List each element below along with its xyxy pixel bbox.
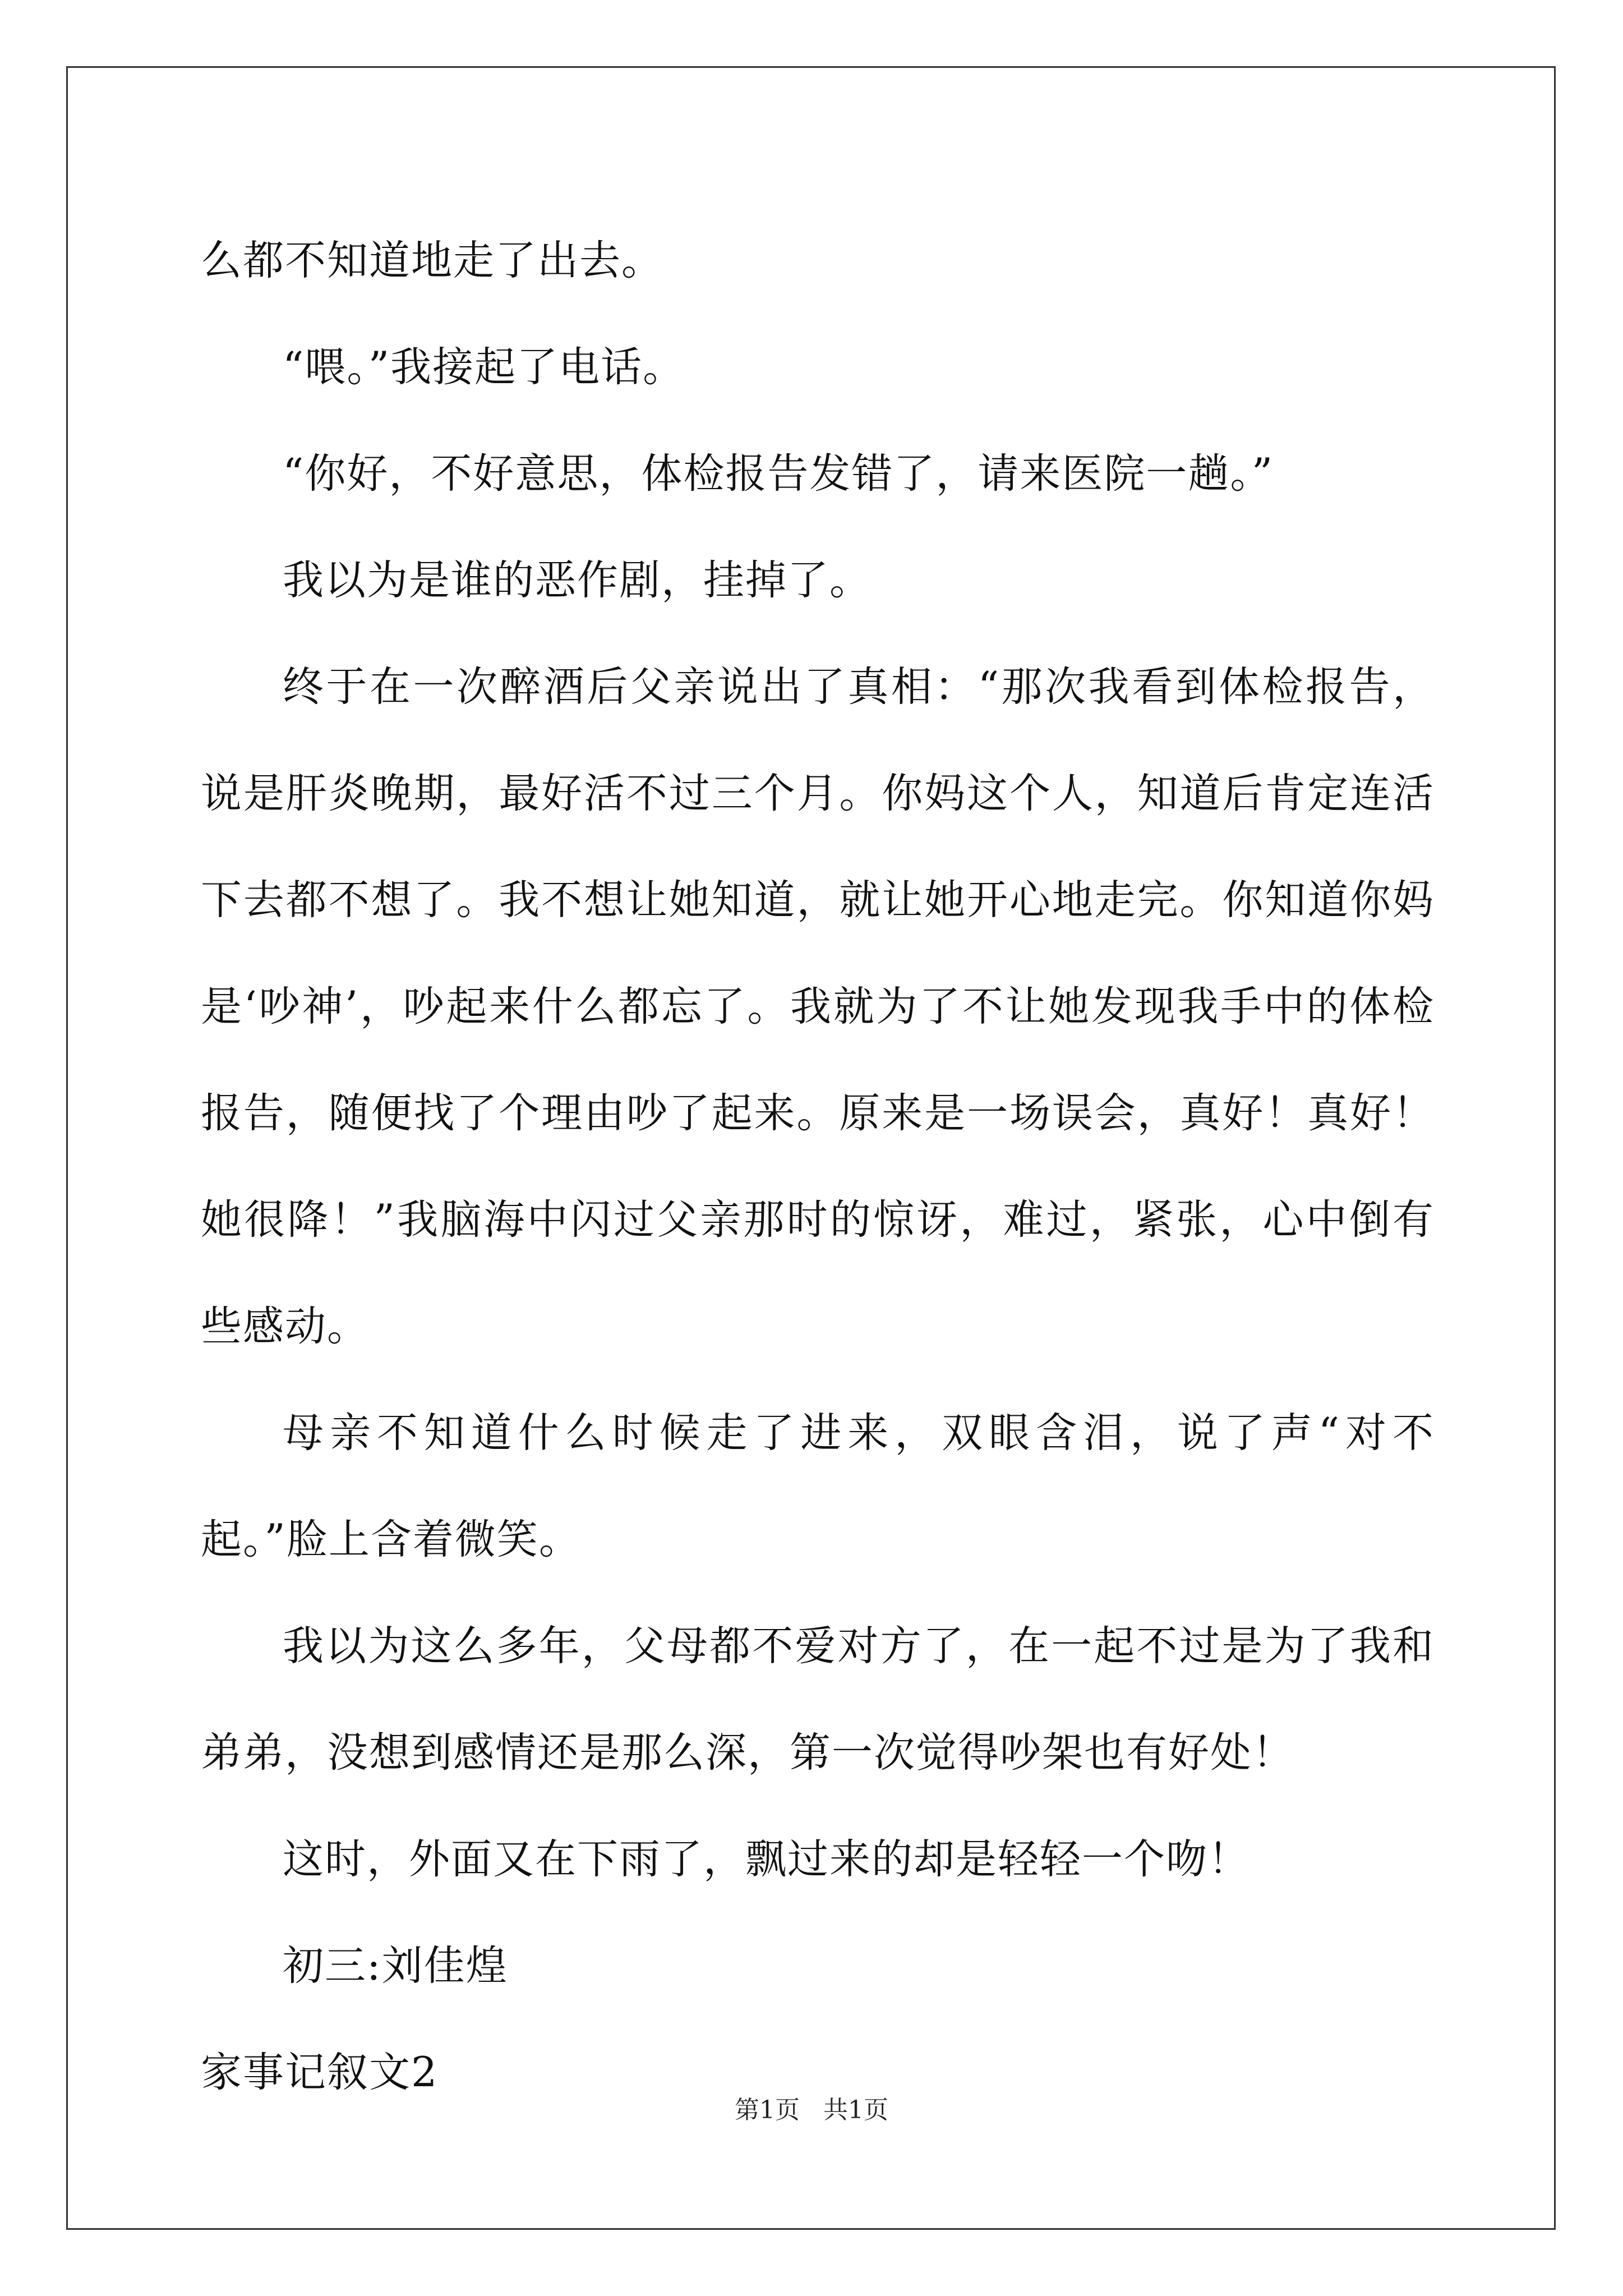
paragraph-5: 终于在一次醉酒后父亲说出了真相：“那次我看到体检报告，说是肝炎晚期，最好活不过三个月。你妈这个人，知道后肯定连活下去都不想了。我不想让她知道，就让她开心地走完。你知道你妈是‘吵神’，吵起来什么都忘了。我就为了不让她发现我手中的体检报告，随便找了个理由吵了起来。原来是一场误会，真好！真好！她很降！”我脑海中闪过父亲那时的惊讶，难过，紧张，心中倒有些感动。 bbox=[201, 663, 1435, 1350]
page-number-total: 共1页 bbox=[823, 2096, 888, 2124]
paragraph-8: 这时，外面又在下雨了，飘过来的却是轻轻一个吻！ bbox=[283, 1835, 1250, 1883]
paragraph-2: “喂。”我接起了电话。 bbox=[283, 343, 685, 391]
paragraph-3: “你好，不好意思，体检报告发错了，请来医院一趟。” bbox=[283, 450, 1274, 498]
paragraph-6: 母亲不知道什么时候走了进来，双眼含泪，说了声“对不起。”脸上含着微笑。 bbox=[201, 1409, 1435, 1563]
page-number-current: 第1页 bbox=[735, 2096, 800, 2124]
document-body bbox=[201, 208, 1435, 2126]
section-heading: 家事记叙文2 bbox=[201, 2049, 439, 2096]
paragraph-7: 我以为这么多年，父母都不爱对方了，在一起不过是为了我和弟弟，没想到感情还是那么深，第一次觉得吵架也有好处！ bbox=[201, 1622, 1435, 1777]
paragraph-4: 我以为是谁的恶作剧，挂掉了。 bbox=[283, 556, 872, 604]
author-line: 初三:刘佳煌 bbox=[283, 1942, 508, 1990]
paragraph-1: 么都不知道地走了出去。 bbox=[201, 237, 663, 284]
page-footer bbox=[0, 2090, 1623, 2125]
